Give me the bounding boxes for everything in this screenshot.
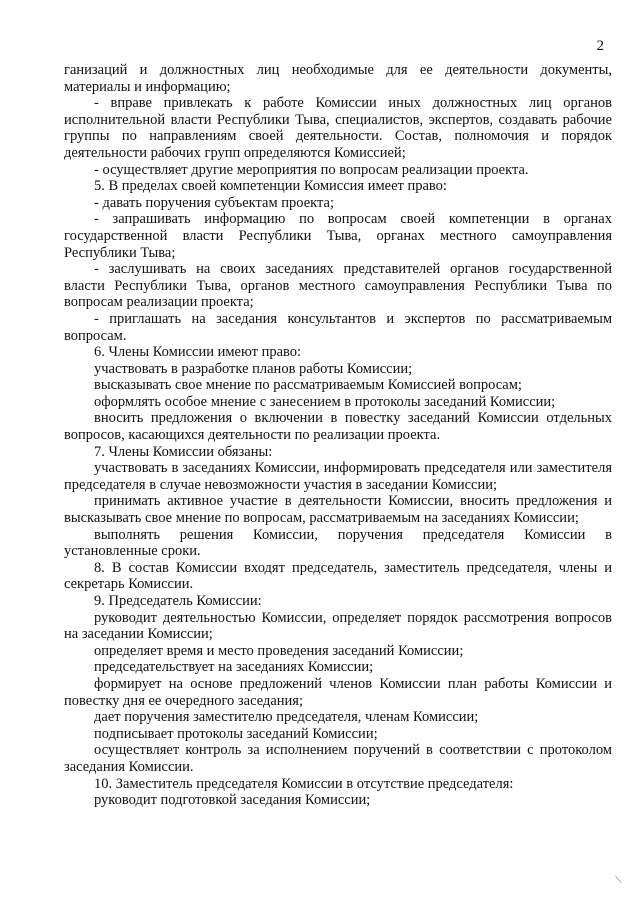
paragraph: оформлять особое мнение с занесением в протоколы заседаний Комиссии; <box>94 393 556 410</box>
paragraph: - заслушивать на своих заседаниях представителей органов государственной власти Республики Тыва, органов местного самоуправления Республики Тыва по вопросам реализации проекта; <box>64 261 612 311</box>
paragraph: формирует на основе предложений членов Комиссии план работы Комиссии и повестку дня ее очередного заседания; <box>64 675 612 709</box>
paragraph: - вправе привлекать к работе Комиссии иных должностных лиц органов исполнительной власти Республики Тыва, специалистов, экспертов, создавать рабочие группы по направлениям своей деятельности. Состав, полномочия и порядок деятельности рабочих групп определяются Комиссией; <box>64 95 612 161</box>
paragraph: руководит деятельностью Комиссии, определяет порядок рассмотрения вопросов на заседании Комиссии; <box>64 609 612 643</box>
document-body <box>64 62 612 809</box>
paragraph: участвовать в разработке планов работы Комиссии; <box>94 360 413 377</box>
paragraph: 7. Члены Комиссии обязаны: <box>94 443 273 460</box>
paragraph: участвовать в заседаниях Комиссии, информировать председателя или заместителя председателя в случае невозможности участия в заседании Комиссии; <box>64 460 612 493</box>
paragraph: высказывать свое мнение по рассматриваемым Комиссией вопросам; <box>94 377 522 394</box>
paragraph: - запрашивать информацию по вопросам своей компетенции в органах государственной власти Республики Тыва, органах местного самоуправления Республики Тыва; <box>64 211 612 261</box>
paragraph: дает поручения заместителю председателя, членам Комиссии; <box>94 709 479 726</box>
corner-mark: / <box>610 874 625 885</box>
paragraph: ганизаций и должностных лиц необходимые для ее деятельности документы, материалы и информацию; <box>64 62 612 95</box>
paragraph: председательствует на заседаниях Комиссии; <box>94 659 374 676</box>
paragraph: 6. Члены Комиссии имеют право: <box>94 344 302 361</box>
paragraph: - давать поручения субъектам проекта; <box>94 194 334 211</box>
paragraph: подписывает протоколы заседаний Комиссии; <box>94 725 378 742</box>
paragraph: принимать активное участие в деятельности Комиссии, вносить предложения и высказывать свое мнение по вопросам, рассматриваемым на заседаниях Комиссии; <box>64 493 612 527</box>
paragraph: осуществляет контроль за исполнением поручений в соответствии с протоколом заседания Комиссии. <box>64 742 612 775</box>
paragraph: выполнять решения Комиссии, поручения председателя Комиссии в установленные сроки. <box>64 526 612 560</box>
paragraph: руководит подготовкой заседания Комиссии; <box>94 792 371 809</box>
paragraph: вносить предложения о включении в повестку заседаний Комиссии отдельных вопросов, касающихся деятельности по реализации проекта. <box>64 410 612 444</box>
paragraph: 8. В состав Комиссии входят председатель, заместитель председателя, члены и секретарь Комиссии. <box>64 559 612 593</box>
paragraph: 9. Председатель Комиссии: <box>94 593 262 609</box>
paragraph: определяет время и место проведения заседаний Комиссии; <box>94 642 464 659</box>
paragraph: - приглашать на заседания консультантов и экспертов по рассматриваемым вопросам. <box>64 310 612 344</box>
paragraph: 10. Заместитель председателя Комиссии в отсутствие председателя: <box>94 775 514 792</box>
paragraph: - осуществляет другие мероприятия по вопросам реализации проекта. <box>94 161 529 178</box>
paragraph: 5. В пределах своей компетенции Комиссия имеет право: <box>94 178 447 195</box>
page-number: 2 <box>596 38 604 54</box>
